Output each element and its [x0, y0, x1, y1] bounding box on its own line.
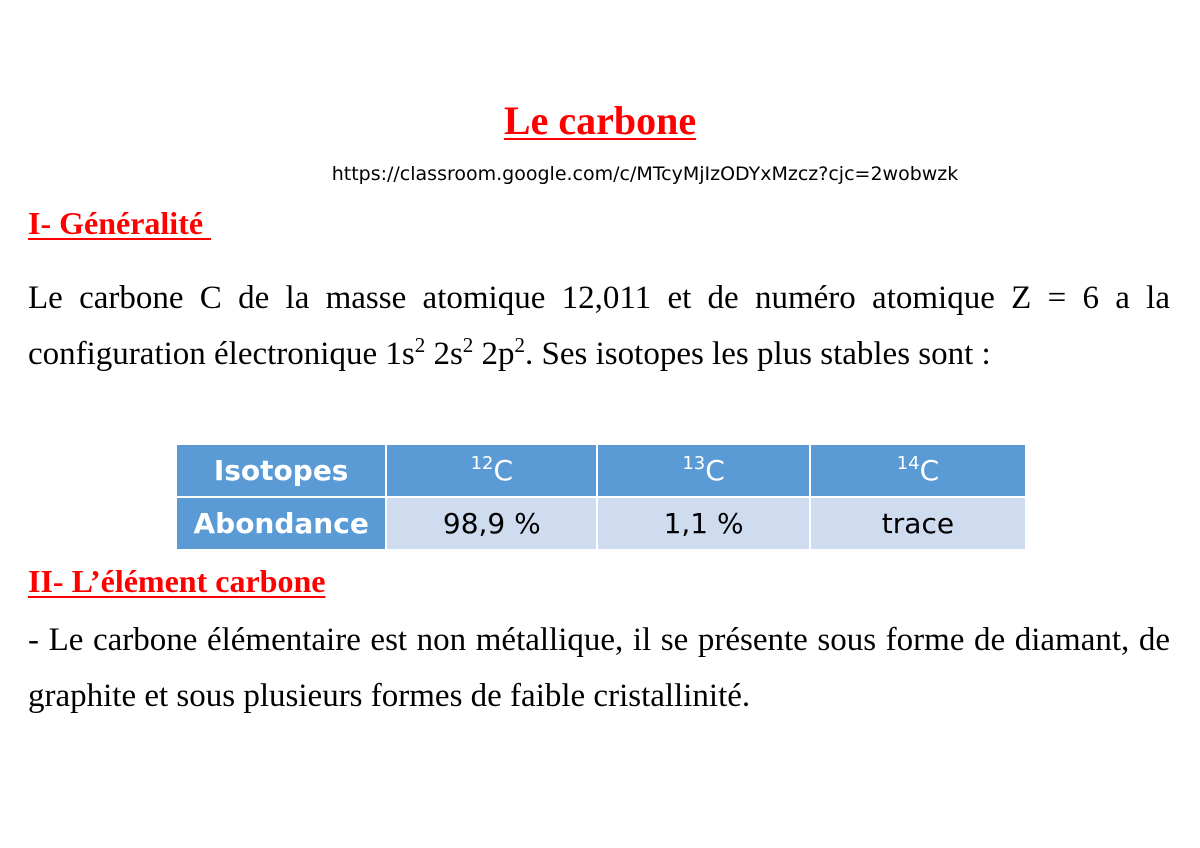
isotope-header-row: [176, 444, 1026, 497]
paragraph-text: Le carbone C de la masse atomique 12,011 et de numéro atomique Z = 6 a la configuration électronique 1s: [28, 280, 1170, 372]
superscript-1s: 2: [414, 333, 426, 357]
superscript-2s: 2: [462, 333, 474, 357]
isotope-mass: 12: [470, 453, 494, 474]
isotope-c13-cell: [597, 444, 810, 497]
generalite-paragraph: [28, 270, 1170, 382]
abundance-row: [176, 497, 1026, 550]
abundance-c12-cell: 98,9 %: [386, 497, 597, 550]
isotope-table: [175, 443, 1027, 551]
paragraph-text-2p: 2p: [473, 336, 515, 372]
paragraph-text-2s: 2s: [425, 336, 463, 372]
isotope-mass: 14: [896, 453, 920, 474]
isotope-mass: 13: [682, 453, 706, 474]
document-title: [0, 97, 1200, 145]
section-heading-generalite: I- Généralité: [28, 205, 212, 241]
section-heading-element: II- L’élément carbone: [28, 563, 326, 599]
isotope-symbol: C: [919, 454, 940, 487]
isotope-symbol: C: [493, 454, 514, 487]
superscript-2p: 2: [514, 333, 526, 357]
classroom-link[interactable]: https://classroom.google.com/c/MTcyMjIzODYxMzcz?cjc=2wobwzk: [331, 163, 959, 185]
abundance-label-cell: Abondance: [176, 497, 386, 550]
abundance-c13-cell: 1,1 %: [597, 497, 810, 550]
isotope-c12-cell: [386, 444, 597, 497]
isotope-c14-cell: [810, 444, 1026, 497]
isotope-symbol: C: [705, 454, 725, 487]
title-text: Le carbone: [503, 98, 697, 143]
element-paragraph: - Le carbone élémentaire est non métallique, il se présente sous forme de diamant, de graphite et sous plusieurs formes de faible cristallinité.: [28, 622, 1170, 714]
isotopes-header-cell: Isotopes: [176, 444, 386, 497]
abundance-c14-cell: trace: [810, 497, 1026, 550]
paragraph-text-end: . Ses isotopes les plus stables sont :: [525, 336, 991, 372]
